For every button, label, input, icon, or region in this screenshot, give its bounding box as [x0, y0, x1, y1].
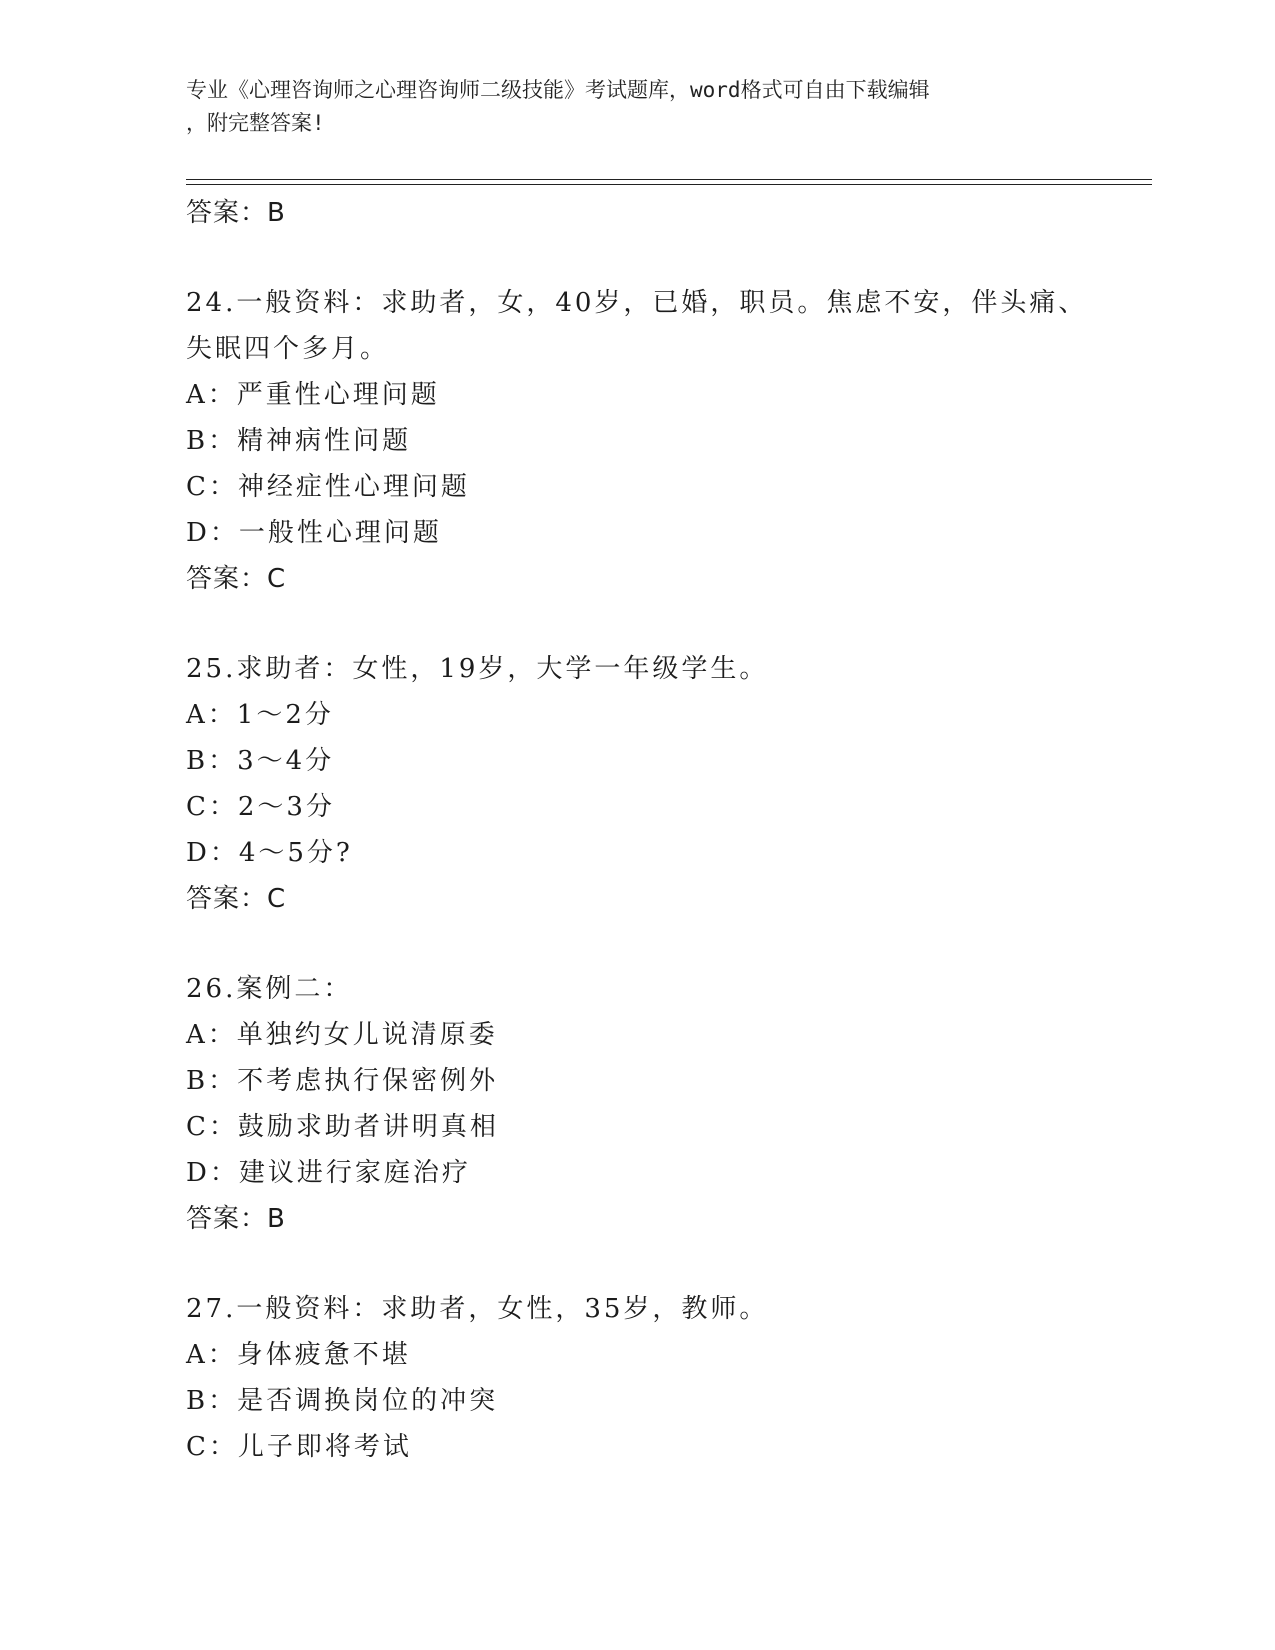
option-d: D：一般性心理问题 [186, 518, 442, 548]
question-block [186, 646, 1086, 922]
option-b: B：精神病性问题 [186, 426, 412, 456]
option-a: A：1～2分 [186, 700, 334, 730]
spacer [186, 602, 1086, 646]
document-header [186, 74, 1076, 140]
option-b: B：是否调换岗位的冲突 [186, 1386, 499, 1416]
option-a: A：严重性心理问题 [186, 380, 440, 410]
question-stem: 26.案例二： [186, 974, 353, 1004]
spacer [186, 1242, 1086, 1286]
option-a: A：单独约女儿说清原委 [186, 1020, 498, 1050]
answer-line: 答案：B [186, 1204, 286, 1234]
header-rule-top [186, 179, 1152, 180]
option-c: C：2～3分 [186, 792, 335, 822]
option-b: B：3～4分 [186, 746, 335, 776]
question-stem-continued: 失眠四个多月。 [186, 334, 390, 364]
answer-line: 答案：B [186, 198, 286, 228]
option-a: A：身体疲惫不堪 [186, 1340, 411, 1370]
answer-line: 答案：C [186, 564, 287, 594]
spacer [186, 236, 1086, 280]
question-block [186, 1286, 1086, 1470]
question-block [186, 280, 1086, 602]
question-stem: 25.求助者：女性，19岁，大学一年级学生。 [186, 654, 769, 684]
question-content [186, 190, 1086, 1470]
question-stem: 27.一般资料：求助者，女性，35岁，教师。 [186, 1294, 769, 1324]
question-stem: 24.一般资料：求助者，女，40岁，已婚，职员。焦虑不安，伴头痛、 [186, 288, 1088, 318]
answer-line: 答案：C [186, 884, 287, 914]
spacer [186, 922, 1086, 966]
option-c: C：鼓励求助者讲明真相 [186, 1112, 499, 1142]
option-c: C：神经症性心理问题 [186, 472, 470, 502]
header-line-1: 专业《心理咨询师之心理咨询师二级技能》考试题库，word格式可自由下载编辑 [186, 78, 930, 102]
question-block [186, 966, 1086, 1242]
header-rule-bottom [186, 184, 1152, 185]
option-c: C：儿子即将考试 [186, 1432, 412, 1462]
option-d: D：4～5分? [186, 838, 353, 868]
option-b: B：不考虑执行保密例外 [186, 1066, 499, 1096]
header-line-2: ，附完整答案! [186, 111, 325, 135]
option-d: D：建议进行家庭治疗 [186, 1158, 471, 1188]
